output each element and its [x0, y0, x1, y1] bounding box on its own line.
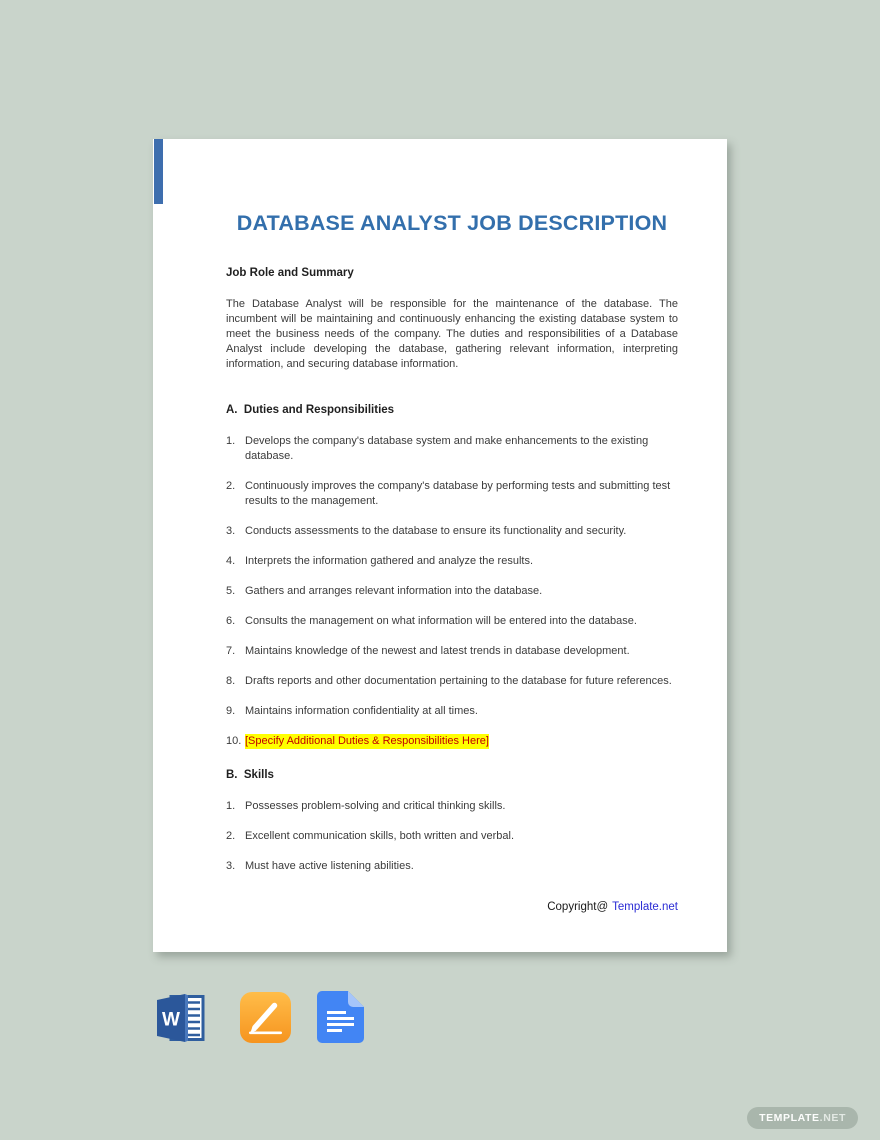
list-item [226, 479, 678, 509]
summary-paragraph: The Database Analyst will be responsible for the maintenance of the database. The incumbent will be maintaining and continuously enhancing the existing database system to meet the business needs of the company. The duties and responsibilities of a Database Analyst include developing the database, gathering relevant information, interpreting information, and securing database information. [226, 298, 678, 370]
item-text: Conducts assessments to the database to ensure its functionality and security. [245, 525, 627, 537]
duties-heading: A. Duties and Responsibilities [226, 404, 395, 416]
item-number: 6. [226, 615, 236, 627]
list-item [226, 644, 678, 659]
item-number: 1. [226, 800, 236, 812]
list-item [226, 829, 678, 844]
template-net-watermark[interactable] [747, 1107, 858, 1129]
item-text: Develops the company's database system and make enhancements to the existing database. [245, 435, 649, 462]
item-number: 7. [226, 645, 236, 657]
ms-word-icon[interactable] [155, 993, 207, 1043]
item-number: 10. [226, 735, 242, 747]
list-item [226, 674, 678, 689]
watermark-brand-text: TEMPLATE [759, 1112, 820, 1124]
list-item [226, 524, 678, 539]
list-item [226, 799, 678, 814]
google-docs-icon[interactable] [317, 991, 364, 1043]
copyright-label: Copyright@ [547, 901, 609, 913]
item-text: Continuously improves the company's database by performing tests and submitting test results to the management. [245, 480, 671, 507]
item-number: 8. [226, 675, 236, 687]
item-number: 2. [226, 830, 236, 842]
skills-list [226, 799, 678, 874]
item-text: Must have active listening abilities. [245, 860, 414, 872]
document-page [153, 139, 727, 952]
template-net-link[interactable]: Template.net [612, 901, 678, 913]
item-number: 4. [226, 555, 236, 567]
list-item [226, 584, 678, 599]
list-item-placeholder [226, 734, 678, 749]
item-number: 9. [226, 705, 236, 717]
item-text: Gathers and arranges relevant information into the database. [245, 585, 543, 597]
item-number: 3. [226, 525, 236, 537]
item-text: Maintains information confidentiality at all times. [245, 705, 478, 717]
item-text: Drafts reports and other documentation pertaining to the database for future references. [245, 675, 672, 687]
list-item [226, 434, 678, 464]
summary-heading: Job Role and Summary [226, 267, 354, 279]
list-item [226, 554, 678, 569]
item-text: Interprets the information gathered and analyze the results. [245, 555, 534, 567]
list-item [226, 704, 678, 719]
svg-text:W: W [162, 1009, 180, 1031]
page-title: DATABASE ANALYST JOB DESCRIPTION [236, 211, 668, 235]
item-number: 5. [226, 585, 236, 597]
item-number: 2. [226, 480, 236, 492]
duties-list [226, 434, 678, 749]
document-content [153, 139, 727, 952]
watermark-tld-text: .NET [819, 1112, 846, 1124]
skills-heading: B. Skills [226, 769, 274, 781]
list-item [226, 859, 678, 874]
item-number: 1. [226, 435, 236, 447]
placeholder-highlight-text: [Specify Additional Duties & Responsibilities Here] [245, 735, 489, 747]
item-text: Possesses problem-solving and critical thinking skills. [245, 800, 506, 812]
apple-pages-icon[interactable] [240, 992, 291, 1043]
item-number: 3. [226, 860, 236, 872]
item-text: Maintains knowledge of the newest and latest trends in database development. [245, 645, 630, 657]
item-text: Excellent communication skills, both written and verbal. [245, 830, 515, 842]
list-item [226, 614, 678, 629]
item-text: Consults the management on what information will be entered into the database. [245, 615, 637, 627]
copyright-line [547, 900, 678, 915]
